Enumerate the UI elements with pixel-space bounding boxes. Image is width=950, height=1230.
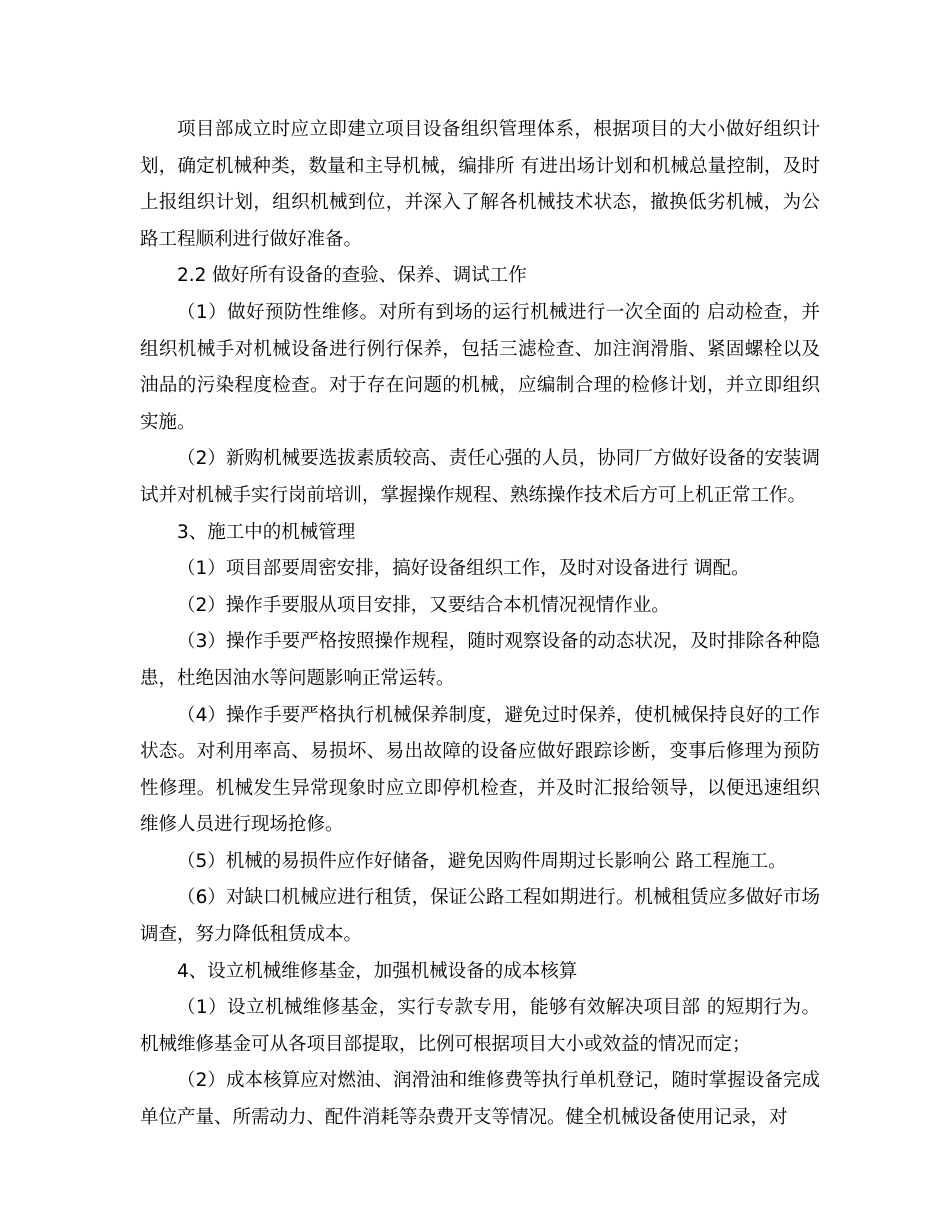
paragraph-3-item-2: （2）操作手要服从项目安排，又要结合本机情况视情作业。 — [177, 594, 670, 616]
paragraph-4-item-1: （1）设立机械维修基金，实行专款专用，能够有效解决项目部 的短期行为。机械维修基金可从各项目部提取，比例可根据项目大小或效益的情况而定； — [140, 997, 820, 1055]
section-heading-2-2: 2.2 做好所有设备的查验、保养、调试工作 — [177, 265, 527, 287]
paragraph-2-2-item-1: （1）做好预防性维修。对所有到场的运行机械进行一次全面的 启动检查，并组织机械手对机械设备进行例行保养，包括三滤检查、加注润滑脂、紧固螺栓以及油品的污染程度检查。对于存在问题的机械，应编制合理的检修计划，并立即组织实施。 — [140, 301, 820, 433]
document-body — [140, 112, 820, 1137]
paragraph-3-item-6: （6）对缺口机械应进行租赁，保证公路工程如期进行。机械租赁应多做好市场调查，努力降低租赁成本。 — [140, 887, 820, 946]
section-heading-4: 4、设立机械维修基金，加强机械设备的成本核算 — [177, 960, 578, 982]
section-heading-3: 3、施工中的机械管理 — [177, 521, 356, 543]
paragraph-intro: 项目部成立时应立即建立项目设备组织管理体系，根据项目的大小做好组织计划，确定机械种类，数量和主导机械，编排所 有进出场计划和机械总量控制，及时上报组织计划，组织机械到位，并深入了解各机械技术状态，撤换低劣机械，为公路工程顺利进行做好准备。 — [140, 119, 820, 250]
paragraph-4-item-2: （2）成本核算应对燃油、润滑油和维修费等执行单机登记，随时掌握设备完成单位产量、所需动力、配件消耗等杂费开支等情况。健全机械设备使用记录，对 — [140, 1070, 820, 1129]
paragraph-3-item-5: （5）机械的易损件应作好储备，避免因购件周期过长影响公 路工程施工。 — [177, 850, 787, 872]
paragraph-3-item-1: （1）项目部要周密安排，搞好设备组织工作，及时对设备进行 调配。 — [177, 558, 750, 580]
paragraph-3-item-3: （3）操作手要严格按照操作规程，随时观察设备的动态状况，及时排除各种隐患，杜绝因油水等问题影响正常运转。 — [140, 631, 820, 689]
paragraph-2-2-item-2: （2）新购机械要选拔素质较高、责任心强的人员，协同厂方做好设备的安装调试并对机械手实行岗前培训，掌握操作规程、熟练操作技术后方可上机正常工作。 — [140, 448, 820, 506]
paragraph-3-item-4: （4）操作手要严格执行机械保养制度，避免过时保养，使机械保持良好的工作状态。对利用率高、易损坏、易出故障的设备应做好跟踪诊断，变事后修理为预防性修理。机械发生异常现象时应立即停机检查，并及时汇报给领导，以便迅速组织维修人员进行现场抢修。 — [140, 704, 820, 836]
